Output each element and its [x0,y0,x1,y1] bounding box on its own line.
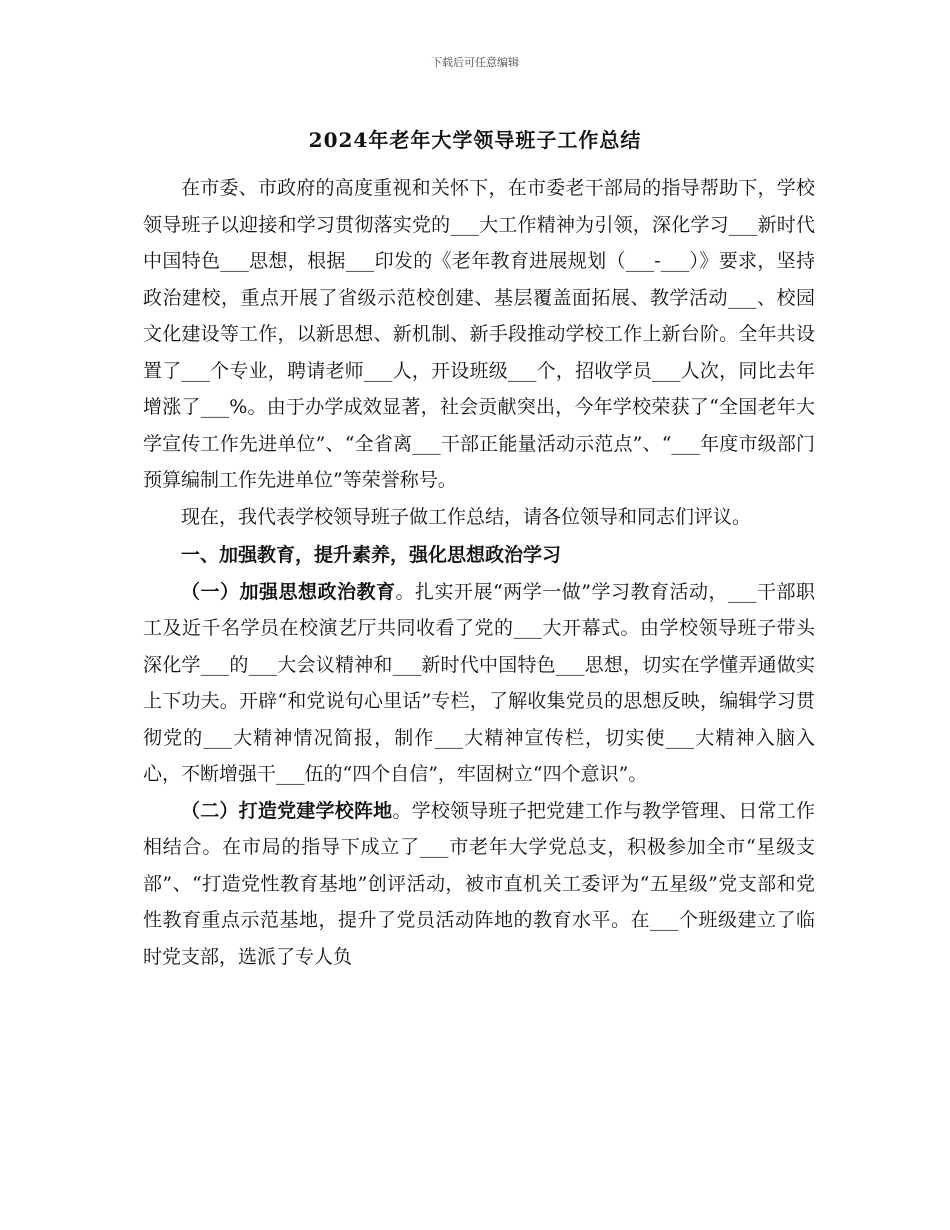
report-paragraph: 现在，我代表学校领导班子做工作总结，请各位领导和同志们评议。 [181,505,752,528]
subsection-text-2: 。学校领导班子把党建工作与教学管理、日常工作相结合。在市局的指导下成立了___市老年大学党总支，积极参加全市“星级支部”、“打造党性教育基地”创评活动，被市直机关工委评为“五星级”党支部和党性教育重点示范基地，提升了党员活动阵地的教育水平。在___个班级建立了临时党支部，选派了专人负 [143,799,815,968]
subsection-paragraph-2 [143,793,815,976]
header-note: 下载后可任意编辑 [431,56,519,69]
subsection-text-1: 。扎实开展“两学一做”学习教育活动，___干部职工及近千名学员在校演艺厅共同收看了党的___大开幕式。由学校领导班子带头深化学___的___大会议精神和___新时代中国特色___思想，切实在学懂弄通做实上下功夫。开辟“和党说句心里话”专栏，了解收集党员的思想反映，编辑学习贯彻党的___大精神情况简报，制作___大精神宣传栏，切实使___大精神入脑入心，不断增强干___伍的“四个自信”，牢固树立“四个意识”。 [143,580,815,785]
subsection-title-2: （二）打造党建学校阵地 [181,799,393,822]
subsection-title-1: （一）加强思想政治教育 [181,580,396,603]
section-heading-1: 一、加强教育，提升素养，强化思想政治学习 [181,544,562,566]
document-title: 2024年老年大学领导班子工作总结 [308,128,642,152]
intro-paragraph: 在市委、市政府的高度重视和关怀下，在市委老干部局的指导帮助下，学校领导班子以迎接和学习贯彻落实党的___大工作精神为引领，深化学习___新时代中国特色___思想，根据___印发的《老年教育进展规划（___-___）》要求，坚持政治建校，重点开展了省级示范校创建、基层覆盖面拓展、教学活动___、校园文化建设等工作，以新思想、新机制、新手段推动学校工作上新台阶。全年共设置了___个专业，聘请老师___人，开设班级___个，招收学员___人次，同比去年增涨了___%。由于办学成效显著，社会贡献突出，今年学校荣获了“全国老年大学宣传工作先进单位”、“全省离___干部正能量活动示范点”、“___年度市级部门预算编制工作先进单位”等荣誉称号。 [143,177,815,491]
subsection-paragraph-1 [143,574,815,793]
document-body [143,170,815,975]
